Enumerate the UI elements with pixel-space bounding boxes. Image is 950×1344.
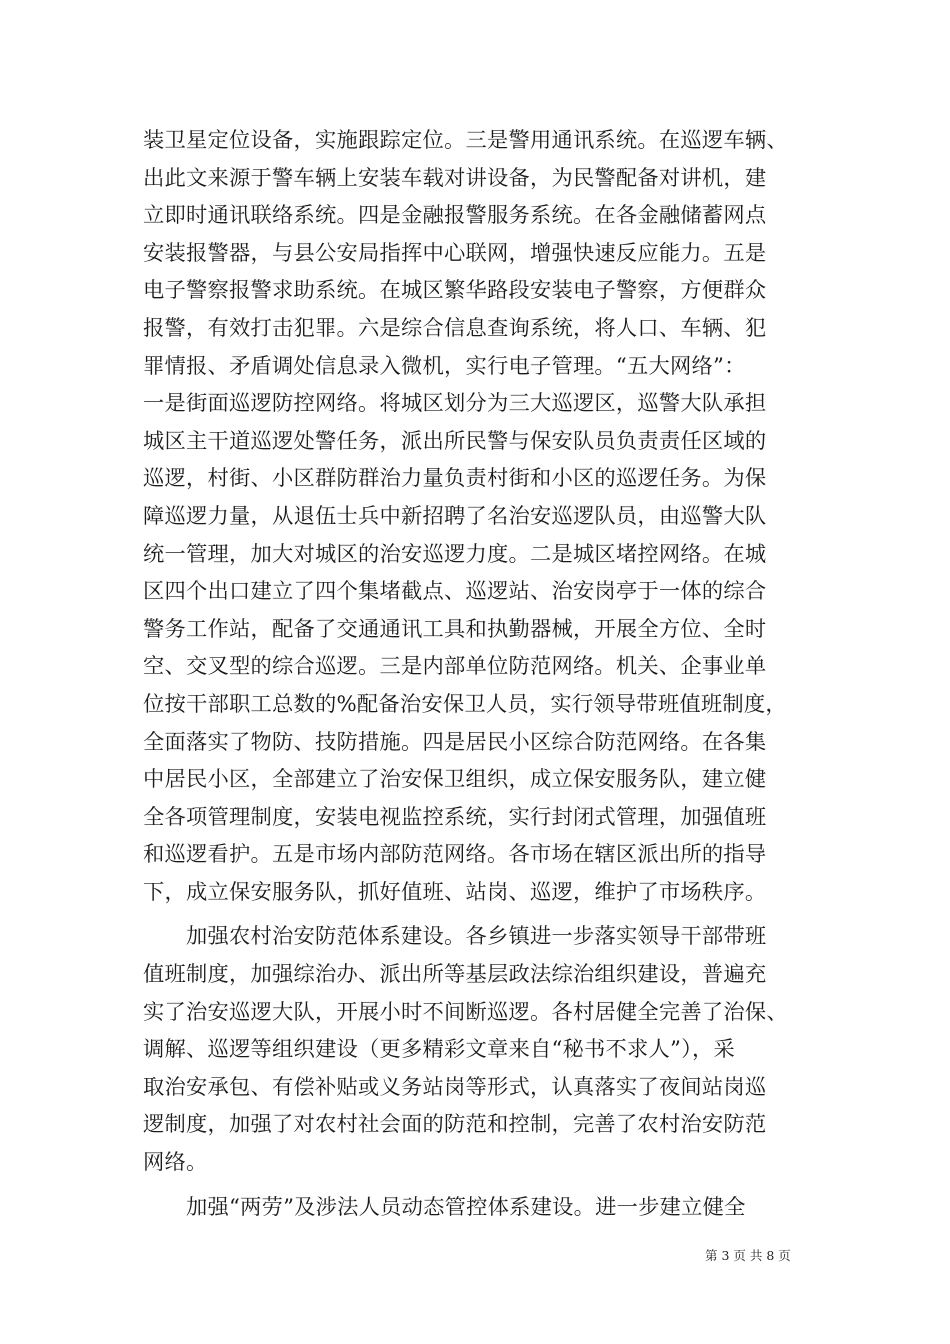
text-line: 和巡逻看护。五是市场内部防范网络。各市场在辖区派出所的指导 <box>143 842 767 868</box>
text-line: 装卫星定位设备，实施跟踪定位。三是警用通讯系统。在巡逻车辆、 <box>143 128 788 153</box>
body-text <box>143 122 811 1226</box>
text-line: 逻制度，加强了对农村社会面的防范和控制，完善了农村治安防范 <box>143 1112 767 1138</box>
text-line: 网络。 <box>143 1150 208 1176</box>
text-line: 一是街面巡逻防控网络。将城区划分为三大巡逻区，巡警大队承担 <box>143 391 767 417</box>
text-line: 警务工作站，配备了交通通讯工具和执勤器械，开展全方位、全时 <box>143 616 767 642</box>
text-line: 调解、巡逻等组织建设（更多精彩文章来自“秘书不求人”），采 <box>143 1037 735 1063</box>
text-line: 取治安承包、有偿补贴或义务站岗等形式，认真落实了夜间站岗巡 <box>143 1074 767 1100</box>
text-line: 电子警察报警求助系统。在城区繁华路段安装电子警察，方便群众 <box>143 278 767 304</box>
text-line: 空、交叉型的综合巡逻。三是内部单位防范网络。机关、企事业单 <box>143 654 767 680</box>
text-line: 加强“两劳”及涉法人员动态管控体系建设。进一步建立健全 <box>186 1194 746 1220</box>
text-line: 位按干部职工总数的%配备治安保卫人员，实行领导带班值班制度， <box>143 691 787 717</box>
paragraph-2 <box>143 918 811 1181</box>
text-line: 加强农村治安防范体系建设。各乡镇进一步落实领导干部带班 <box>186 924 767 950</box>
text-line: 下，成立保安服务队，抓好值班、站岗、巡逻，维护了市场秩序。 <box>143 879 767 905</box>
text-line: 安装报警器，与县公安局指挥中心联网，增强快速反应能力。五是 <box>143 240 767 266</box>
text-line: 罪情报、矛盾调处信息录入微机，实行电子管理。“五大网络”： <box>143 353 746 379</box>
text-line: 实了治安巡逻大队，开展小时不间断巡逻。各村居健全完善了治保、 <box>143 999 788 1025</box>
paragraph-1 <box>143 122 811 911</box>
paragraph-3 <box>143 1189 811 1227</box>
text-line: 区四个出口建立了四个集堵截点、巡逻站、治安岗亭于一体的综合 <box>143 579 767 605</box>
page-number: 第 3 页 共 8 页 <box>705 1248 791 1263</box>
text-line: 障巡逻力量，从退伍士兵中新招聘了名治安巡逻队员，由巡警大队 <box>143 503 767 529</box>
text-line: 全面落实了物防、技防措施。四是居民小区综合防范网络。在各集 <box>143 729 767 755</box>
text-line: 立即时通讯联络系统。四是金融报警服务系统。在各金融储蓄网点 <box>143 203 767 229</box>
text-line: 值班制度，加强综治办、派出所等基层政法综治组织建设，普遍充 <box>143 962 767 988</box>
paragraph-gap <box>143 1182 811 1189</box>
text-line: 全各项管理制度，安装电视监控系统，实行封闭式管理，加强值班 <box>143 804 767 830</box>
text-line: 出此文来源于警车辆上安装车载对讲设备，为民警配备对讲机，建 <box>143 165 767 191</box>
paragraph-gap <box>143 911 811 918</box>
text-line: 中居民小区，全部建立了治安保卫组织，成立保安服务队，建立健 <box>143 767 767 793</box>
text-line: 报警，有效打击犯罪。六是综合信息查询系统，将人口、车辆、犯 <box>143 315 767 341</box>
text-line: 巡逻，村街、小区群防群治力量负责村街和小区的巡逻任务。为保 <box>143 466 767 492</box>
text-line: 统一管理，加大对城区的治安巡逻力度。二是城区堵控网络。在城 <box>143 541 767 567</box>
text-line: 城区主干道巡逻处警任务，派出所民警与保安队员负责责任区域的 <box>143 428 767 454</box>
